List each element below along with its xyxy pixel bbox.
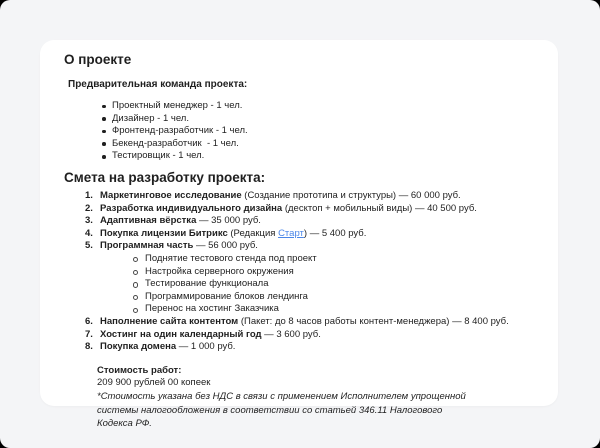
item-number: 6. bbox=[85, 315, 93, 327]
estimate-item: 6. Наполнение сайта контентом (Пакет: до 8 часов работы контент-менеджера) — 8 400 руб. bbox=[85, 315, 509, 327]
item-number: 4. bbox=[85, 227, 93, 239]
estimate-item: 3. Адаптивная вёрстка — 35 000 руб. bbox=[85, 215, 261, 227]
software-subtasks-list bbox=[133, 253, 534, 316]
team-member: Тестировщик - 1 чел. bbox=[102, 150, 534, 163]
item-number: 1. bbox=[85, 189, 93, 201]
team-heading: Предварительная команда проекта: bbox=[68, 79, 248, 90]
team-list bbox=[102, 100, 534, 163]
item-number: 7. bbox=[85, 328, 93, 340]
estimate-item: 4. Покупка лицензии Битрикс (Редакция Старт) — 5 400 руб. bbox=[85, 227, 367, 239]
tax-note: *Стоимость указана без НДС в связи с применением Исполнителем упрощенной системы налогообложения в соответствии со статьей 346.11 Налогового Кодекса РФ. bbox=[97, 391, 466, 430]
estimate-item: 5. Программная часть — 56 000 руб. Поднятие тестового стенда под проект Настройка серверного окружения Тестирование функционала Программирование блоков лендинга Перенос на хостинг Заказчика bbox=[85, 240, 534, 316]
estimate-item: 7. Хостинг на один календарный год — 3 600 руб. bbox=[85, 328, 321, 340]
estimate-list bbox=[85, 190, 534, 354]
item-number: 2. bbox=[85, 202, 93, 214]
team-member: Фронтенд-разработчик - 1 чел. bbox=[102, 125, 534, 138]
estimate-item: 1. Маркетинговое исследование (Создание прототипа и структуры) — 60 000 руб. bbox=[85, 189, 461, 201]
subtask-item: Перенос на хостинг Заказчика bbox=[133, 303, 534, 316]
cost-heading: Стоимость работ: bbox=[97, 364, 182, 376]
item-number: 3. bbox=[85, 215, 93, 227]
estimate-item: 8. Покупка домена — 1 000 руб. bbox=[85, 341, 236, 353]
document-card bbox=[40, 40, 558, 430]
subtask-item: Программирование блоков лендинга bbox=[133, 291, 534, 304]
item-number: 5. bbox=[85, 240, 93, 252]
bitrix-start-link[interactable]: Старт bbox=[278, 227, 304, 239]
cost-block bbox=[97, 365, 534, 431]
item-number: 8. bbox=[85, 341, 93, 353]
cost-amount: 209 900 рублей 00 копеек bbox=[97, 377, 211, 389]
estimate-heading: Смета на разработку проекта: bbox=[64, 169, 266, 185]
team-member: Бекенд-разработчик - 1 чел. bbox=[102, 138, 534, 151]
subtask-item: Поднятие тестового стенда под проект bbox=[133, 253, 534, 266]
team-member: Проектный менеджер - 1 чел. bbox=[102, 100, 534, 113]
about-title: О проекте bbox=[64, 52, 132, 67]
team-member: Дизайнер - 1 чел. bbox=[102, 113, 534, 126]
subtask-item: Настройка серверного окружения bbox=[133, 266, 534, 279]
estimate-item: 2. Разработка индивидуального дизайна (десктоп + мобильный виды) — 40 500 руб. bbox=[85, 202, 477, 214]
subtask-item: Тестирование функционала bbox=[133, 278, 534, 291]
